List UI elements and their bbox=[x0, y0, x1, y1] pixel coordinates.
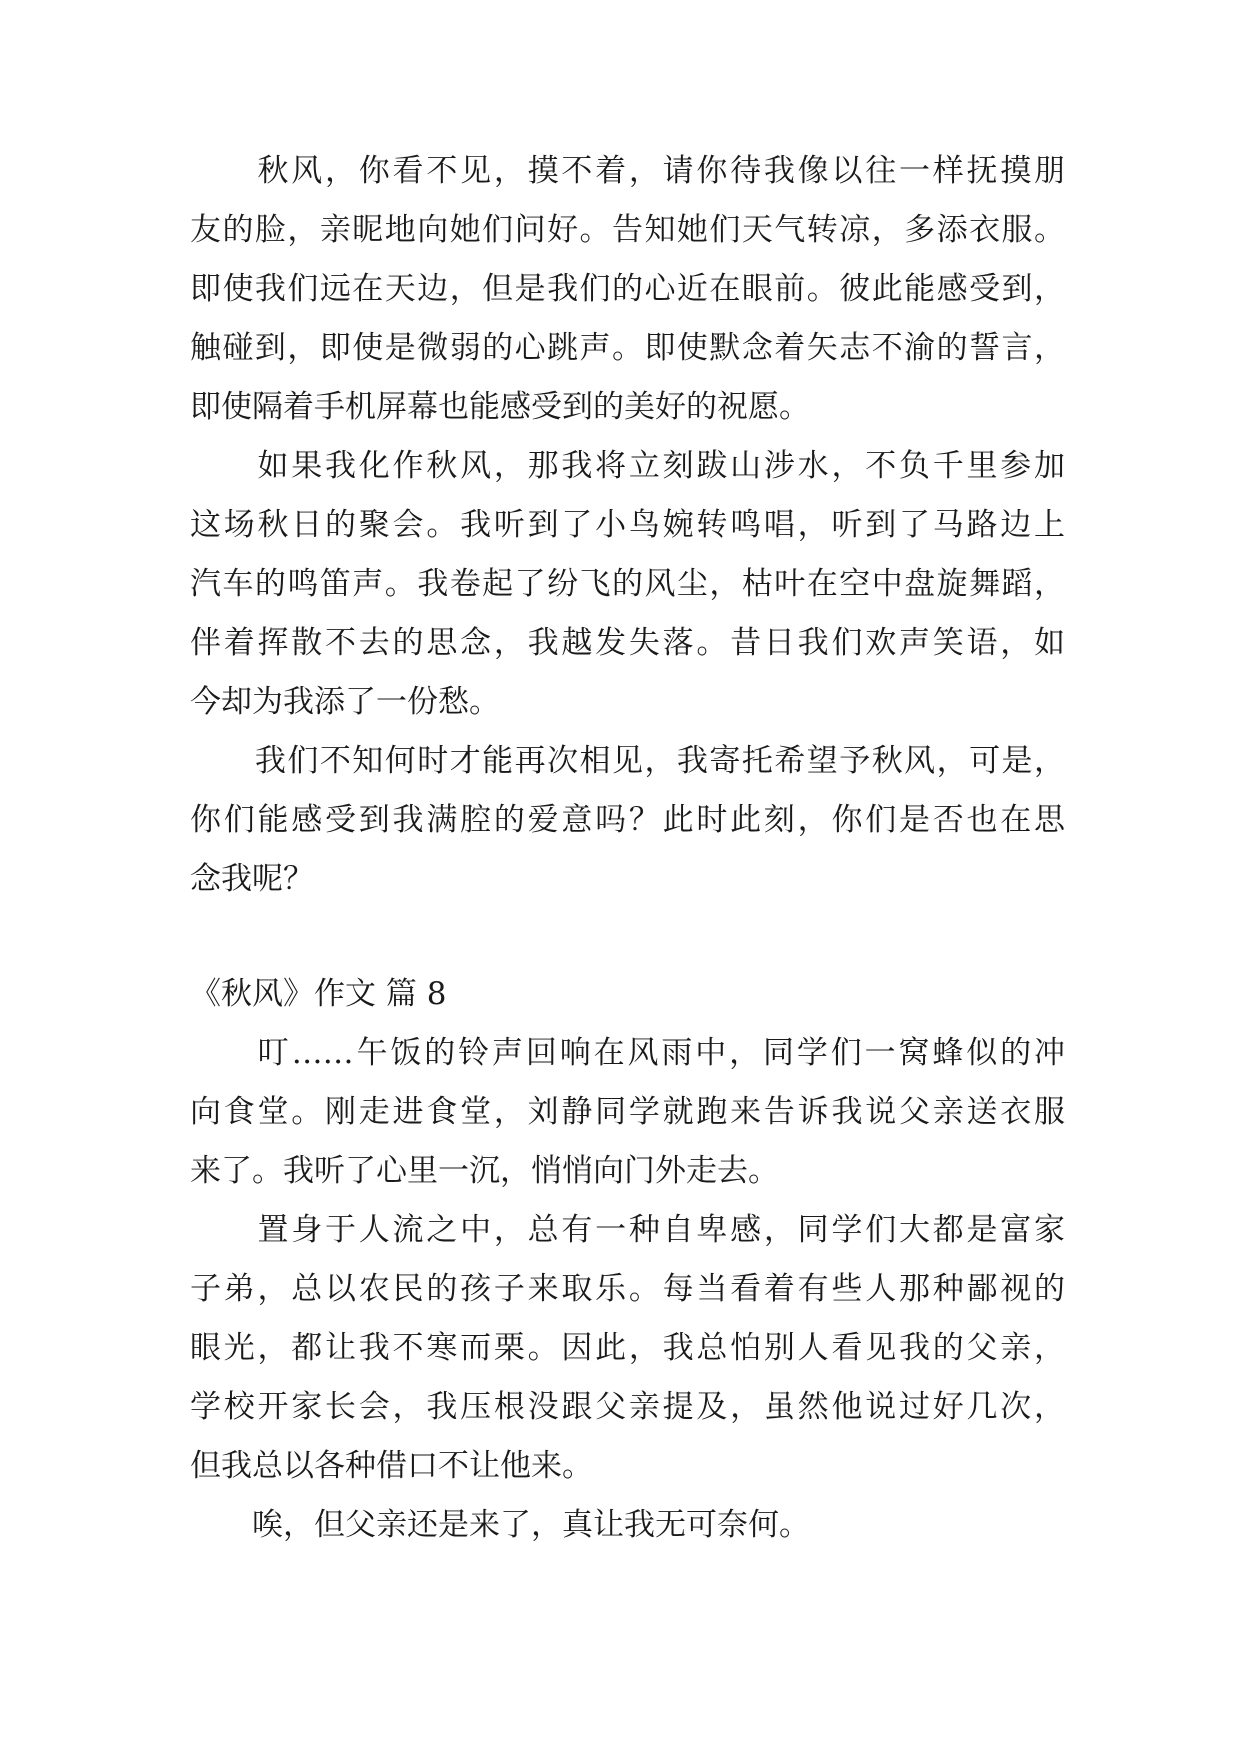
paragraph-5-line-1: 置身于人流之中，总有一种自卑感，同学们大都是富家 bbox=[190, 1212, 1065, 1248]
paragraph-2-line-4: 伴着挥散不去的思念，我越发失落。昔日我们欢声笑语，如 bbox=[190, 625, 1065, 661]
paragraph-2-line-5: 今却为我添了一份愁。 bbox=[190, 684, 500, 720]
paragraph-5-line-5: 但我总以各种借口不让他来。 bbox=[190, 1448, 593, 1484]
paragraph-3-line-2: 你们能感受到我满腔的爱意吗？此时此刻，你们是否也在思 bbox=[190, 802, 1065, 838]
paragraph-1-line-3: 即使我们远在天边，但是我们的心近在眼前。彼此能感受到， bbox=[190, 271, 1065, 307]
paragraph-3-line-3: 念我呢？ bbox=[190, 861, 314, 897]
paragraph-4-line-2: 向食堂。刚走进食堂，刘静同学就跑来告诉我说父亲送衣服 bbox=[190, 1094, 1065, 1130]
paragraph-5-line-4: 学校开家长会，我压根没跟父亲提及，虽然他说过好几次， bbox=[190, 1389, 1065, 1425]
paragraph-1-line-1: 秋风，你看不见，摸不着，请你待我像以往一样抚摸朋 bbox=[190, 153, 1065, 189]
paragraph-4-line-1: 叮……午饭的铃声回响在风雨中，同学们一窝蜂似的冲 bbox=[190, 1035, 1065, 1071]
paragraph-4-line-3: 来了。我听了心里一沉，悄悄向门外走去。 bbox=[190, 1153, 779, 1189]
paragraph-1-line-5: 即使隔着手机屏幕也能感受到的美好的祝愿。 bbox=[190, 389, 810, 425]
paragraph-1-line-2: 友的脸，亲昵地向她们问好。告知她们天气转凉，多添衣服。 bbox=[190, 212, 1065, 248]
paragraph-3-line-1: 我们不知何时才能再次相见，我寄托希望予秋风，可是， bbox=[190, 743, 1065, 779]
paragraph-6-line-1: 唉，但父亲还是来了，真让我无可奈何。 bbox=[190, 1507, 810, 1543]
section-heading: 《秋风》作文 篇 8 bbox=[190, 976, 447, 1012]
paragraph-2-line-2: 这场秋日的聚会。我听到了小鸟婉转鸣唱，听到了马路边上 bbox=[190, 507, 1065, 543]
paragraph-5-line-3: 眼光，都让我不寒而栗。因此，我总怕别人看见我的父亲， bbox=[190, 1330, 1065, 1366]
paragraph-5-line-2: 子弟，总以农民的孩子来取乐。每当看着有些人那种鄙视的 bbox=[190, 1271, 1065, 1307]
paragraph-2-line-3: 汽车的鸣笛声。我卷起了纷飞的风尘，枯叶在空中盘旋舞蹈， bbox=[190, 566, 1065, 602]
paragraph-1-line-4: 触碰到，即使是微弱的心跳声。即使默念着矢志不渝的誓言， bbox=[190, 330, 1065, 366]
document-body bbox=[190, 0, 1065, 1754]
paragraph-2-line-1: 如果我化作秋风，那我将立刻跋山涉水，不负千里参加 bbox=[190, 448, 1065, 484]
